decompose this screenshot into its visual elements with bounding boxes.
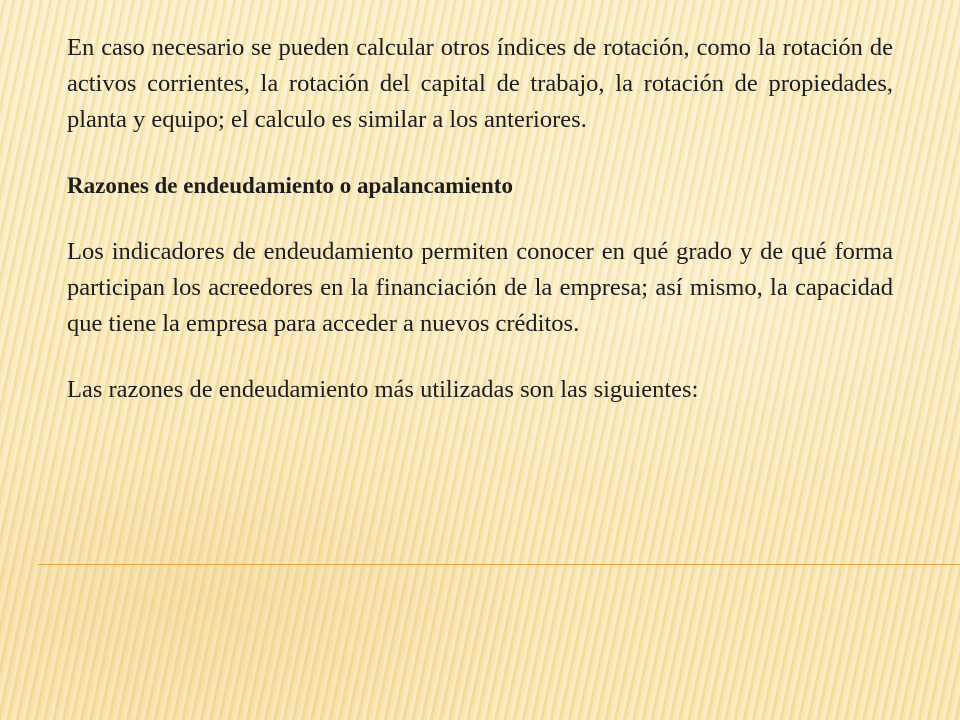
spacer xyxy=(67,138,893,168)
section-heading: Razones de endeudamiento o apalancamiento xyxy=(67,173,513,198)
footer-divider xyxy=(38,564,960,565)
spacer xyxy=(67,204,893,234)
slide-content xyxy=(67,30,893,408)
description-paragraph: Los indicadores de endeudamiento permiten conocer en qué grado y de qué forma participan los acreedores en la financiación de la empresa; así mismo, la capacidad que tiene la empresa para acceder a nuevos créditos. xyxy=(67,238,893,337)
spacer xyxy=(67,342,893,372)
intro-paragraph: En caso necesario se pueden calcular otros índices de rotación, como la rotación de activos corrientes, la rotación del capital de trabajo, la rotación de propiedades, planta y equipo; el calculo es similar a los anteriores. xyxy=(67,34,893,133)
closing-paragraph: Las razones de endeudamiento más utilizadas son las siguientes: xyxy=(67,376,699,403)
